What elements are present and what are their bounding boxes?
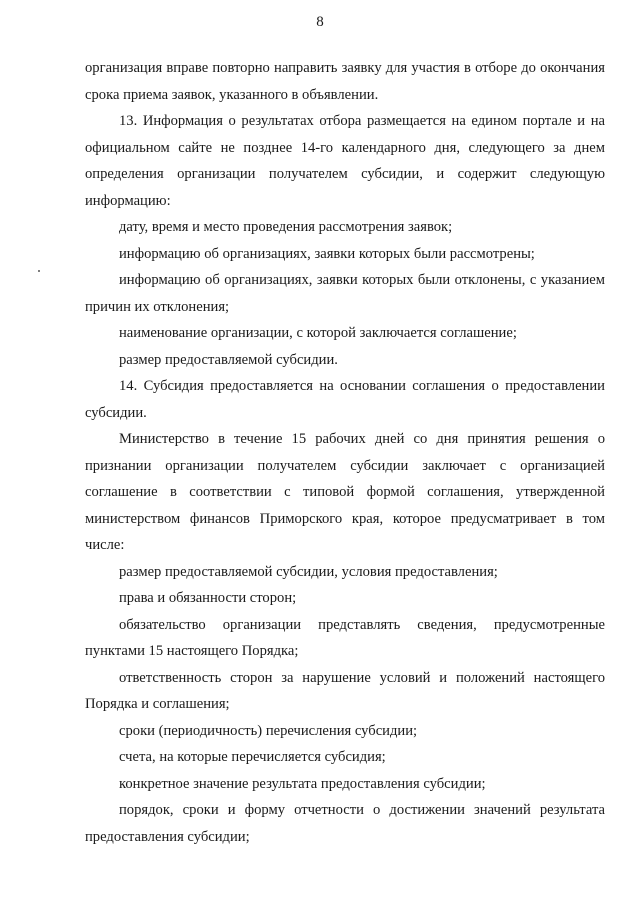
paragraph: информацию об организациях, заявки которых были рассмотрены; (119, 245, 535, 262)
paragraph: организация вправе повторно направить заявку для участия в отборе до окончания срока приема заявок, указанного в объявлении. (85, 60, 605, 103)
paragraph: права и обязанности сторон; (119, 590, 297, 606)
paragraph: 13. Информация о результатах отбора размещается на едином портале и на официальном сайте не позднее 14-го календарного дня, следующего за днем определения организации получателем субсидии, и содержит следующую информацию: (85, 113, 605, 209)
paragraph: информацию об организациях, заявки которых были отклонены, с указанием причин их отклонения; (85, 272, 605, 315)
paragraph: порядок, сроки и форму отчетности о достижении значений результата предоставления субсидии; (85, 802, 605, 845)
paragraph: дату, время и место проведения рассмотрения заявок; (119, 219, 453, 235)
paragraph: счета, на которые перечисляется субсидия; (119, 749, 386, 765)
page-number: 8 (316, 14, 324, 30)
paragraph: обязательство организации представлять сведения, предусмотренные пунктами 15 настоящего Порядка; (85, 616, 605, 659)
document-body (85, 55, 605, 850)
margin-dot (38, 270, 40, 272)
paragraph: наименование организации, с которой заключается соглашение; (119, 325, 517, 341)
paragraph: конкретное значение результата предоставления субсидии; (119, 775, 486, 792)
paragraph: сроки (периодичность) перечисления субсидии; (119, 722, 418, 739)
paragraph: 14. Субсидия предоставляется на основании соглашения о предоставлении субсидии. (85, 378, 605, 421)
paragraph: размер предоставляемой субсидии, условия предоставления; (119, 563, 498, 580)
paragraph: ответственность сторон за нарушение условий и положений настоящего Порядка и соглашения; (85, 669, 605, 712)
paragraph: размер предоставляемой субсидии. (119, 351, 338, 368)
paragraph: Министерство в течение 15 рабочих дней со дня принятия решения о признании организации получателем субсидии заключает с организацией соглашение в соответствии с типовой формой соглашения, утвержденной министерством финансов Приморского края, которое предусматривает в том числе: (85, 431, 605, 553)
